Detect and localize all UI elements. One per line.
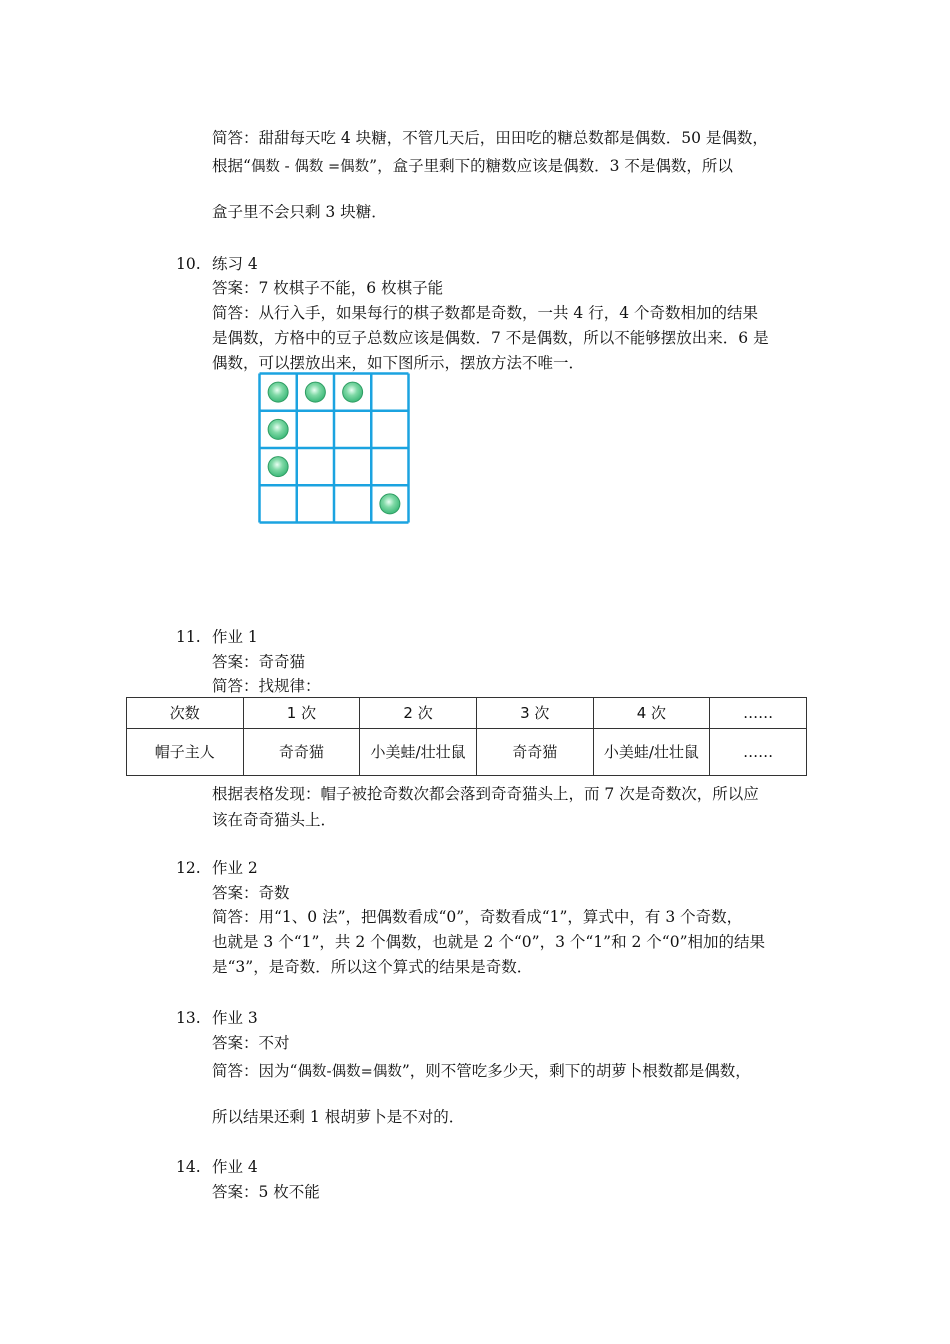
- table-cell: 奇奇猫: [243, 729, 360, 776]
- sec10-number: 10.: [176, 255, 201, 273]
- sec9-line2-post: ”，盒子里剩下的糖数应该是偶数．3 不是偶数，所以: [369, 157, 733, 175]
- sec9-line2: [212, 156, 733, 177]
- sec11-after2: 该在奇奇猫头上．: [212, 811, 337, 829]
- chess-piece: [268, 382, 288, 402]
- table-cell: 3 次: [476, 698, 593, 729]
- sec13-line2: 所以结果还剩 1 根胡萝卜是不对的．: [212, 1108, 465, 1126]
- table-cell: 奇奇猫: [476, 729, 593, 776]
- sec11-title: 作业 1: [212, 628, 258, 646]
- sec14-number: 14.: [176, 1158, 201, 1176]
- sec10-line1: 简答：从行入手，如果每行的棋子数都是奇数，一共 4 行，4 个奇数相加的结果: [212, 304, 759, 322]
- chess-piece: [268, 419, 288, 439]
- sec10-line2: 是偶数，方格中的豆子总数应该是偶数．7 不是偶数，所以不能够摆放出来．6 是: [212, 329, 769, 347]
- pattern-table: [126, 697, 807, 776]
- sec10-title: 练习 4: [212, 255, 258, 273]
- sec14-title: 作业 4: [212, 1158, 258, 1176]
- sec11-answer: 答案：奇奇猫: [212, 653, 306, 671]
- sec12-line1: 简答：用“1、0 法”，把偶数看成“0”，奇数看成“1”，算式中，有 3 个奇数，: [212, 908, 743, 926]
- sec11-after1: 根据表格发现：帽子被抢奇数次都会落到奇奇猫头上，而 7 次是奇数次，所以应: [212, 785, 759, 803]
- chess-piece: [268, 457, 288, 477]
- sec9-formula-image: 偶数 - 偶数 =偶数: [250, 159, 370, 175]
- sec13-line1: [212, 1061, 751, 1082]
- table-cell: 小美蛙/壮壮鼠: [593, 729, 710, 776]
- sec12-line2: 也就是 3 个“1”，共 2 个偶数，也就是 2 个“0”，3 个“1”和 2 个“0”相加的结果: [212, 933, 765, 951]
- sec9-line2-pre: 根据“: [212, 157, 251, 175]
- sec12-title: 作业 2: [212, 859, 258, 877]
- table-cell: ……: [710, 698, 807, 729]
- table-cell: 4 次: [593, 698, 710, 729]
- sec13-line1-post: ”，则不管吃多少天，剩下的胡萝卜根数都是偶数，: [401, 1062, 751, 1080]
- sec13-formula-image: 偶数-偶数=偶数: [297, 1064, 402, 1080]
- sec13-number: 13.: [176, 1009, 201, 1027]
- chess-piece: [343, 382, 363, 402]
- sec9-line1: 简答：甜甜每天吃 4 块糖，不管几天后，田田吃的糖总数都是偶数．50 是偶数，: [212, 129, 768, 147]
- sec12-number: 12.: [176, 859, 201, 877]
- chess-grid-figure: [258, 372, 408, 522]
- table-cell: 1 次: [243, 698, 360, 729]
- table-row: [127, 698, 807, 729]
- table-cell: 帽子主人: [127, 729, 244, 776]
- table-cell: 小美蛙/壮壮鼠: [360, 729, 477, 776]
- sec9-line3: 盒子里不会只剩 3 块糖．: [212, 203, 387, 221]
- sec10-line3: 偶数，可以摆放出来，如下图所示，摆放方法不唯一．: [212, 354, 585, 372]
- sec12-line3: 是“3”，是奇数．所以这个算式的结果是奇数．: [212, 958, 533, 976]
- chess-piece: [305, 382, 325, 402]
- table-row: [127, 729, 807, 776]
- sec12-answer: 答案：奇数: [212, 884, 290, 902]
- sec14-answer: 答案：5 枚不能: [212, 1183, 320, 1201]
- sec13-answer: 答案：不对: [212, 1034, 290, 1052]
- sec13-line1-pre: 简答：因为“: [212, 1062, 298, 1080]
- sec11-number: 11.: [176, 628, 201, 646]
- chess-grid-svg: [258, 372, 410, 524]
- table-cell: ……: [710, 729, 807, 776]
- table-cell: 次数: [127, 698, 244, 729]
- chess-piece: [380, 494, 400, 514]
- sec11-brief: 简答：找规律：: [212, 677, 321, 695]
- table-cell: 2 次: [360, 698, 477, 729]
- sec10-answer: 答案：7 枚棋子不能，6 枚棋子能: [212, 279, 444, 297]
- sec13-title: 作业 3: [212, 1009, 258, 1027]
